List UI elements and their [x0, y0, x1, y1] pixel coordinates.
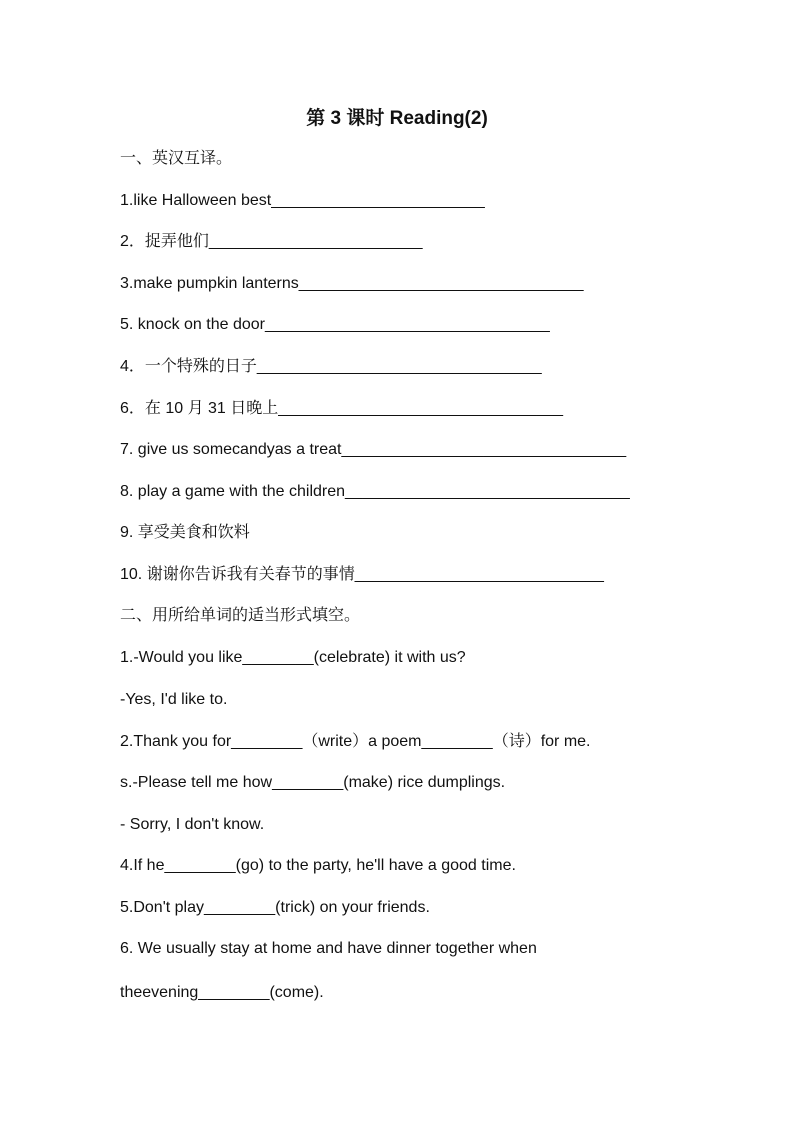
section-2-item-1-answer: -Yes, I'd like to. — [120, 691, 228, 708]
section-1-item-9: 9. 享受美食和饮料 — [120, 524, 250, 541]
page-title: 第 3 课时 Reading(2) — [306, 108, 488, 129]
section-2-item-1: 1.-Would you like________(celebrate) it with us? — [120, 649, 466, 666]
section-1-item-2: 2．捉弄他们________________________ — [120, 233, 423, 250]
section-1-item-6: 6．在 10 月 31 日晚上________________________________ — [120, 400, 564, 417]
section-2-item-6-continued: theevening________(come). — [120, 984, 324, 1001]
section-2-item-5: 5.Don't play________(trick) on your friends. — [120, 899, 430, 916]
section-2-item-3: s.-Please tell me how________(make) rice dumplings. — [120, 774, 506, 791]
section-2-heading: 二、用所给单词的适当形式填空。 — [120, 607, 361, 624]
section-1-item-8: 8. play a game with the children________________________________ — [120, 483, 630, 500]
section-1-item-1: 1.like Halloween best________________________ — [120, 192, 485, 209]
section-1-item-4: 4．一个特殊的日子________________________________ — [120, 358, 542, 375]
section-1-item-10: 10. 谢谢你告诉我有关春节的事情____________________________ — [120, 566, 604, 583]
section-1-heading: 一、英汉互译。 — [120, 150, 233, 167]
section-1-item-5: 5. knock on the door________________________________ — [120, 316, 550, 333]
section-1-item-3: 3.make pumpkin lanterns________________________________ — [120, 275, 584, 292]
section-2-item-3-answer: - Sorry, I don't know. — [120, 816, 265, 833]
section-2-item-2: 2.Thank you for________（write）a poem________（诗）for me. — [120, 733, 591, 750]
section-2-item-6: 6. We usually stay at home and have dinner together when — [120, 940, 537, 957]
section-2-item-4: 4.If he________(go) to the party, he'll have a good time. — [120, 857, 516, 874]
section-1-item-7: 7. give us somecandyas a treat________________________________ — [120, 441, 627, 458]
